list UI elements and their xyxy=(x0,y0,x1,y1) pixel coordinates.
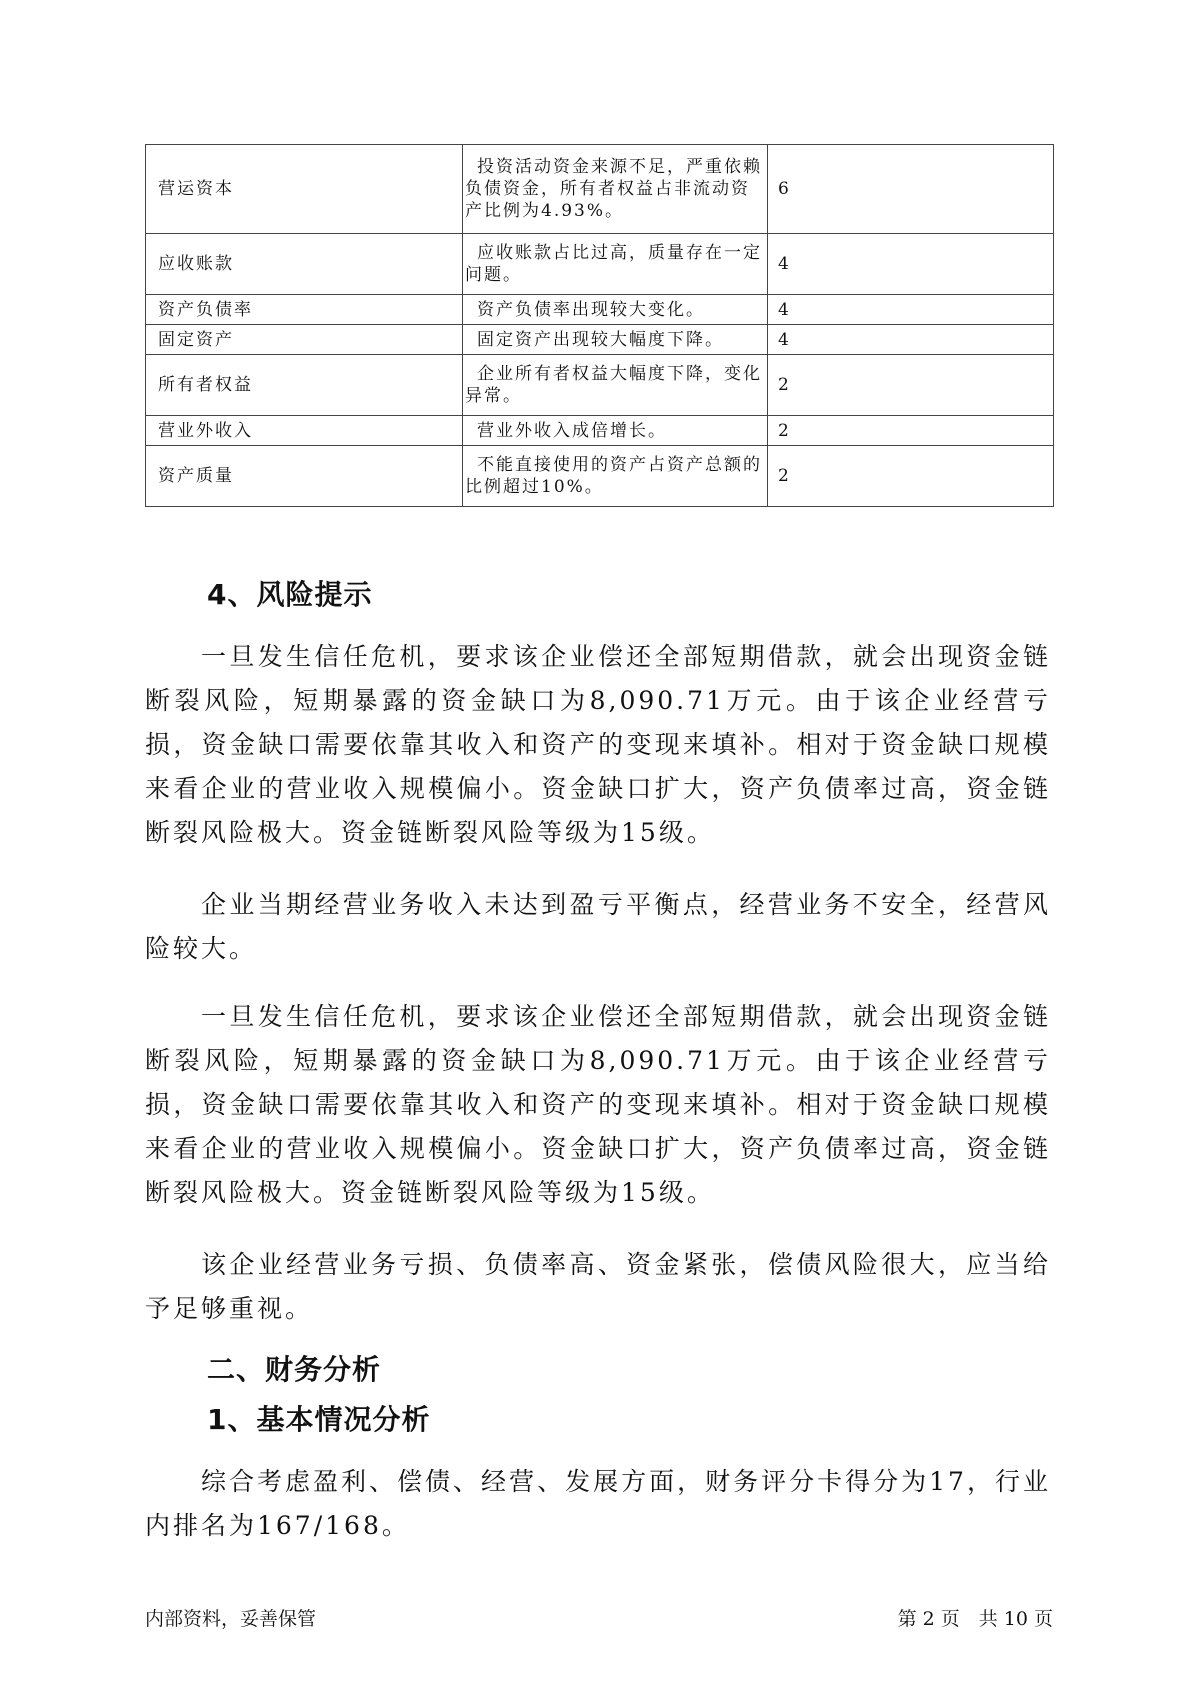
table-cell-score: 2 xyxy=(768,416,1054,446)
table-row xyxy=(146,355,1054,416)
table-cell-item: 应收账款 xyxy=(146,234,463,295)
table-cell-description: 企业所有者权益大幅度下降，变化异常。 xyxy=(463,355,768,416)
table-row xyxy=(146,446,1054,507)
table-cell-item: 资产负债率 xyxy=(146,295,463,325)
table-cell-score: 6 xyxy=(768,145,1054,234)
footer-page-number: 第 2 页 共 10 页 xyxy=(897,1608,1053,1630)
risk-paragraph-3: 一旦发生信任危机，要求该企业偿还全部短期借款，就会出现资金链断裂风险，短期暴露的资金缺口为8,090.71万元。由于该企业经营亏损，资金缺口需要依靠其收入和资产的变现来填补。相对于资金缺口规模来看企业的营业收入规模偏小。资金缺口扩大，资产负债率过高，资金链断裂风险极大。资金链断裂风险等级为15级。 xyxy=(145,1002,1051,1207)
table-cell-item: 营运资本 xyxy=(146,145,463,234)
risk-paragraph-1: 一旦发生信任危机，要求该企业偿还全部短期借款，就会出现资金链断裂风险，短期暴露的资金缺口为8,090.71万元。由于该企业经营亏损，资金缺口需要依靠其收入和资产的变现来填补。相对于资金缺口规模来看企业的营业收入规模偏小。资金缺口扩大，资产负债率过高，资金链断裂风险极大。资金链断裂风险等级为15级。 xyxy=(145,642,1051,847)
table-cell-description: 固定资产出现较大幅度下降。 xyxy=(463,325,768,355)
table-cell-score: 2 xyxy=(768,355,1054,416)
table-cell-description: 应收账款占比过高，质量存在一定问题。 xyxy=(463,234,768,295)
table-cell-score: 4 xyxy=(768,325,1054,355)
table-cell-description: 营业外收入成倍增长。 xyxy=(463,416,768,446)
table-cell-description: 资产负债率出现较大变化。 xyxy=(463,295,768,325)
risk-paragraph-4: 该企业经营业务亏损、负债率高、资金紧张，偿债风险很大，应当给予足够重视。 xyxy=(145,1250,1051,1323)
table-row xyxy=(146,234,1054,295)
table-cell-item: 资产质量 xyxy=(146,446,463,507)
table-row xyxy=(146,145,1054,234)
table-row xyxy=(146,325,1054,355)
financial-analysis-heading: 二、财务分析 xyxy=(207,1353,382,1386)
basic-analysis-paragraph: 综合考虑盈利、偿债、经营、发展方面，财务评分卡得分为17，行业内排名为167/168。 xyxy=(145,1467,1051,1540)
table-cell-item: 固定资产 xyxy=(146,325,463,355)
table-cell-item: 营业外收入 xyxy=(146,416,463,446)
table-cell-score: 4 xyxy=(768,295,1054,325)
table-cell-description: 投资活动资金来源不足，严重依赖负债资金，所有者权益占非流动资产比例为4.93%。 xyxy=(463,145,768,234)
table-row xyxy=(146,295,1054,325)
basic-analysis-heading: 1、基本情况分析 xyxy=(207,1403,431,1436)
table-cell-description: 不能直接使用的资产占资产总额的比例超过10%。 xyxy=(463,446,768,507)
table-cell-item: 所有者权益 xyxy=(146,355,463,416)
footer-confidential-note: 内部资料，妥善保管 xyxy=(145,1608,317,1630)
risk-paragraph-2: 企业当期经营业务收入未达到盈亏平衡点，经营业务不安全，经营风险较大。 xyxy=(145,890,1051,963)
risk-warning-heading: 4、风险提示 xyxy=(207,578,373,611)
table-cell-score: 4 xyxy=(768,234,1054,295)
table-row xyxy=(146,416,1054,446)
risk-indicator-table xyxy=(145,144,1054,507)
table-cell-score: 2 xyxy=(768,446,1054,507)
